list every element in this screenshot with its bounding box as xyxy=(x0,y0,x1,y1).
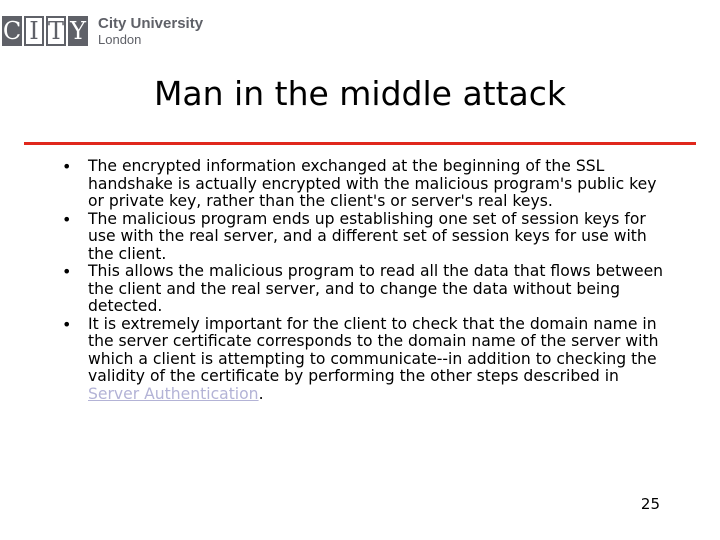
bullet-text: This allows the malicious program to read all the data that flows between the client and the real server, and to change the data without being detected. xyxy=(88,262,664,315)
bullet-text: It is extremely important for the client to check that the domain name in the server certificate corresponds to the domain name of the server with which a client is attempting to communicate--in addition to checking the validity of the certificate by performing the other steps described in xyxy=(88,314,659,385)
bullet-marker: • xyxy=(62,314,72,334)
bullet-text: The malicious program ends up establishing one set of session keys for use with the real server, and a different set of session keys for use with the client. xyxy=(88,209,647,263)
logo-letter-t: T xyxy=(48,17,65,45)
logo-name: City University xyxy=(98,15,204,32)
city-university-logo xyxy=(2,14,203,48)
logo-letter-c: C xyxy=(2,17,22,45)
server-authentication-link[interactable]: Server Authentication xyxy=(88,384,259,403)
bullet-item xyxy=(62,316,674,404)
slide-title: Man in the middle attack xyxy=(153,74,567,113)
logo-wordmark xyxy=(98,15,203,47)
page-number: 25 xyxy=(640,495,660,513)
bullet-item xyxy=(62,263,674,316)
logo-subtitle: London xyxy=(98,32,142,47)
bullet-marker: • xyxy=(62,209,72,229)
logo-letter-i: I xyxy=(24,16,44,46)
bullet-text: The encrypted information exchanged at the beginning of the SSL handshake is actually encrypted with the malicious program's public key or private key, rather than the client's or server's real keys. xyxy=(88,157,657,210)
bullet-item xyxy=(62,158,674,211)
bullet-marker: • xyxy=(62,157,72,176)
bullet-list xyxy=(62,158,674,403)
logo-letter-y: Y xyxy=(68,16,88,46)
bullet-item xyxy=(62,211,674,264)
title-divider xyxy=(24,142,696,145)
bullet-marker: • xyxy=(62,262,72,281)
bullet-text-end: . xyxy=(258,384,264,403)
